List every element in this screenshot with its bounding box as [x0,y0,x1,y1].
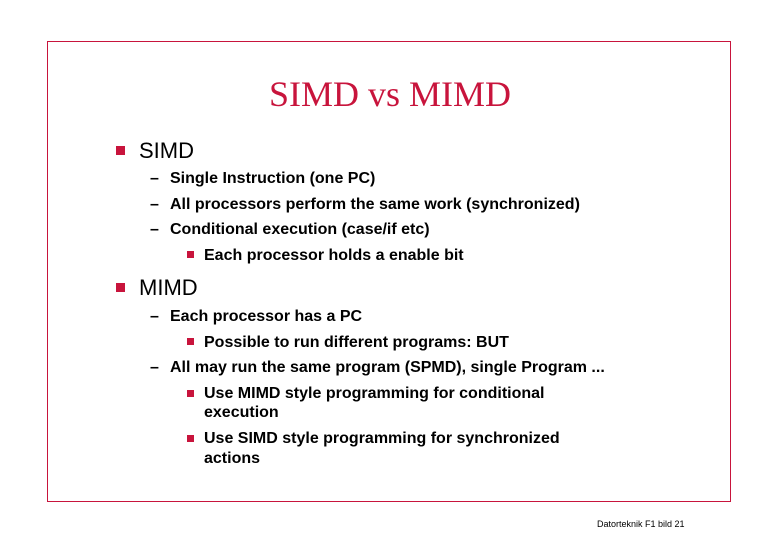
bullet-square-icon [116,146,125,155]
dash-marker: – [150,170,159,187]
mimd-item-2-sub-1-line-2: execution [204,404,279,421]
bullet-square-icon [187,390,194,397]
simd-heading: SIMD [139,138,194,163]
mimd-item-2: All may run the same program (SPMD), single Program ... [170,359,605,376]
mimd-heading: MIMD [139,275,198,300]
slide-title: SIMD vs MIMD [268,74,512,114]
mimd-item-1: Each processor has a PC [170,308,363,325]
bullet-square-icon [187,251,194,258]
simd-item-1: Single Instruction (one PC) [170,170,376,187]
dash-marker: – [150,308,159,325]
dash-marker: – [150,359,159,376]
bullet-square-icon [187,338,194,345]
bullet-square-icon [116,283,125,292]
mimd-item-2-sub-2-line-1: Use SIMD style programming for synchronized [204,430,560,447]
mimd-item-1-sub: Possible to run different programs: BUT [204,334,509,351]
simd-item-2: All processors perform the same work (synchronized) [170,196,580,213]
mimd-item-2-sub-1-line-1: Use MIMD style programming for conditional [204,385,545,402]
slide-footer: Datorteknik F1 bild 21 [597,519,685,529]
dash-marker: – [150,221,159,238]
simd-sub-item: Each processor holds a enable bit [204,247,464,264]
mimd-item-2-sub-2-line-2: actions [204,450,261,467]
dash-marker: – [150,196,159,213]
bullet-square-icon [187,435,194,442]
simd-item-3: Conditional execution (case/if etc) [170,221,430,238]
